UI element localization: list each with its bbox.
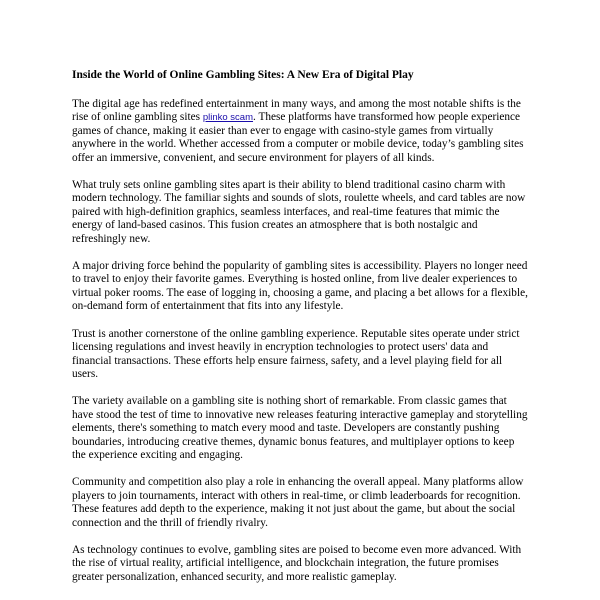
paragraph-variety: The variety available on a gambling site is nothing short of remarkable. From classic games that have stood the test of time to innovative new releases featuring interactive gameplay and storytelling elements, there's something to match every mood and taste. Developers are constantly pushing boundaries, introducing creative themes, dynamic bonus features, and multiplayer options to keep the experience exciting and engaging. <box>72 395 528 461</box>
intro-text-after-link: . These platforms have transformed how people experience games of chance, making it easier than ever to engage with casino-style games from virtually anywhere in the world. Whether accessed from a computer or mobile device, today’s gambling sites offer an immersive, convenient, and secure environment for players of all kinds. <box>72 111 524 164</box>
plinko-scam-link[interactable]: plinko scam <box>202 112 254 124</box>
document-page <box>72 68 530 598</box>
article-title: Inside the World of Online Gambling Sites: A New Era of Digital Play <box>72 69 414 81</box>
intro-text-before-link: The digital age has redefined entertainment in many ways, and among the most notable shifts is the rise of online gambling sites <box>72 98 521 124</box>
paragraph-accessibility: A major driving force behind the popularity of gambling sites is accessibility. Players no longer need to travel to enjoy their favorite games. Everything is hosted online, from live dealer experiences to virtual poker rooms. The ease of logging in, choosing a game, and placing a bet allows for a flexible, on-demand form of entertainment that fits into any lifestyle. <box>72 260 528 313</box>
paragraph-trust: Trust is another cornerstone of the online gambling experience. Reputable sites operate under strict licensing regulations and invest heavily in encryption technologies to protect users' data and financial transactions. These efforts help ensure fairness, safety, and a level playing field for all users. <box>72 327 520 380</box>
paragraph-community: Community and competition also play a role in enhancing the overall appeal. Many platforms allow players to join tournaments, interact with others in real-time, or climb leaderboards for recognition. These features add depth to the experience, making it not just about the game, but about the social connection and the thrill of friendly rivalry. <box>72 476 524 529</box>
paragraph-technology: What truly sets online gambling sites apart is their ability to blend traditional casino charm with modern technology. The familiar sights and sounds of slots, roulette wheels, and card tables are now paired with high-definition graphics, seamless interfaces, and real-time features that mimic the energy of land-based casinos. This fusion creates an atmosphere that is both nostalgic and refreshingly new. <box>72 179 526 245</box>
paragraph-intro <box>72 98 530 165</box>
paragraph-future: As technology continues to evolve, gambling sites are poised to become even more advanced. With the rise of virtual reality, artificial intelligence, and blockchain integration, the future promises greater personalization, enhanced security, and more realistic gameplay. <box>72 543 522 583</box>
